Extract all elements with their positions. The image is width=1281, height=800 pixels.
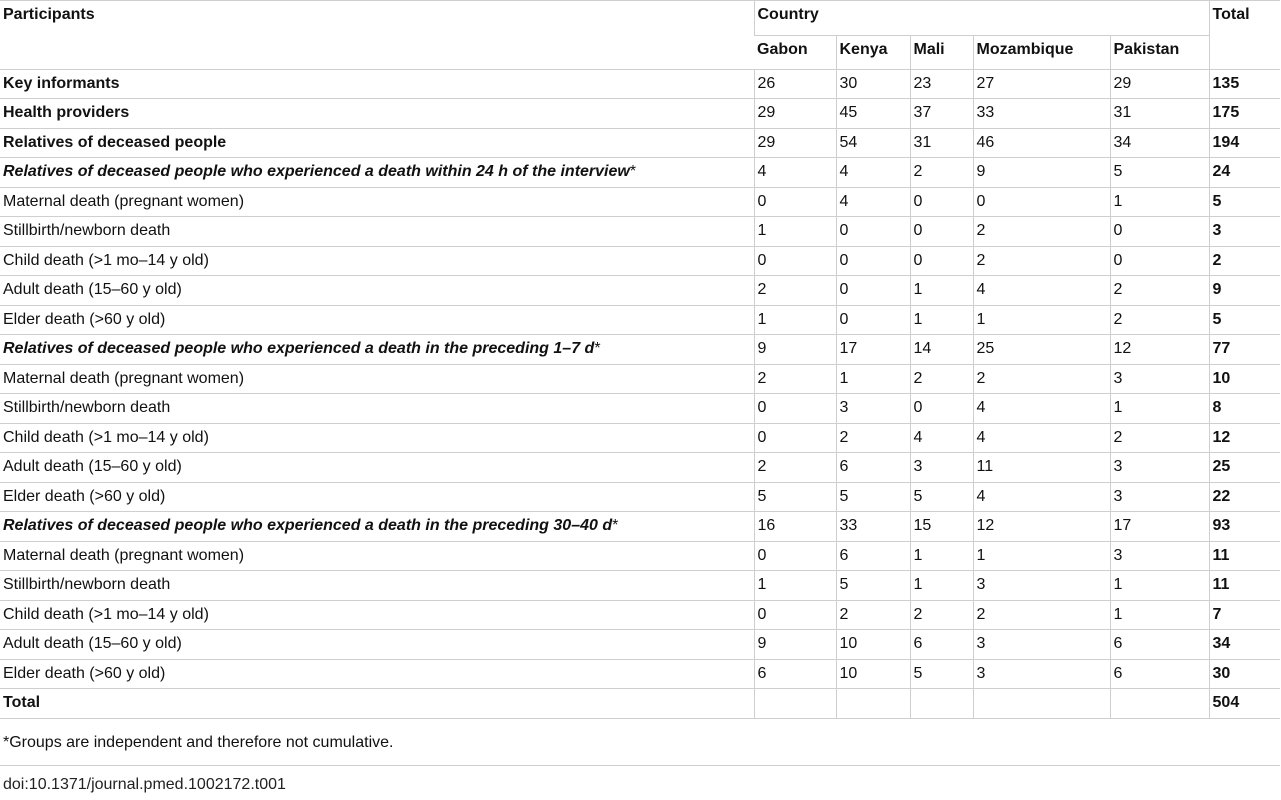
value-cell: 25 xyxy=(973,335,1110,365)
value-cell: 0 xyxy=(910,187,973,217)
value-cell: 3 xyxy=(1110,482,1209,512)
value-cell: 31 xyxy=(910,128,973,158)
row-label: Relatives of deceased people who experienced a death in the preceding 1–7 d xyxy=(3,340,595,358)
row-label-cell xyxy=(0,158,754,188)
value-cell: 0 xyxy=(754,423,836,453)
value-cell: 1 xyxy=(754,217,836,247)
row-label: Key informants xyxy=(3,74,120,92)
value-cell: 10 xyxy=(836,630,910,660)
table-row xyxy=(0,689,1280,719)
value-cell: 0 xyxy=(910,394,973,424)
value-cell: 1 xyxy=(910,541,973,571)
value-cell xyxy=(836,689,910,719)
value-cell: 0 xyxy=(754,600,836,630)
country-mali-header: Mali xyxy=(910,35,973,69)
participants-header: Participants xyxy=(0,1,754,70)
row-label: Maternal death (pregnant women) xyxy=(3,546,245,564)
value-cell: 2 xyxy=(973,600,1110,630)
value-cell: 3 xyxy=(836,394,910,424)
value-cell: 1 xyxy=(754,305,836,335)
value-cell: 5 xyxy=(836,571,910,601)
value-cell: 4 xyxy=(973,276,1110,306)
value-cell: 1 xyxy=(1110,600,1209,630)
row-total-cell: 12 xyxy=(1209,423,1280,453)
row-label: Adult death (15–60 y old) xyxy=(3,458,182,476)
row-total-cell: 77 xyxy=(1209,335,1280,365)
value-cell: 29 xyxy=(754,99,836,129)
value-cell: 16 xyxy=(754,512,836,542)
value-cell: 1 xyxy=(973,541,1110,571)
row-total-cell: 34 xyxy=(1209,630,1280,660)
row-label: Elder death (>60 y old) xyxy=(3,310,166,328)
row-label-cell xyxy=(0,69,754,99)
value-cell: 2 xyxy=(754,364,836,394)
value-cell: 11 xyxy=(973,453,1110,483)
value-cell: 5 xyxy=(754,482,836,512)
table-row xyxy=(0,158,1280,188)
value-cell: 6 xyxy=(1110,659,1209,689)
row-label: Health providers xyxy=(3,104,130,122)
value-cell: 33 xyxy=(973,99,1110,129)
value-cell: 0 xyxy=(836,276,910,306)
footnote-marker: * xyxy=(612,517,619,535)
value-cell: 6 xyxy=(910,630,973,660)
value-cell: 1 xyxy=(910,276,973,306)
value-cell: 26 xyxy=(754,69,836,99)
row-label: Stillbirth/newborn death xyxy=(3,399,171,417)
table-row xyxy=(0,276,1280,306)
divider xyxy=(0,765,1280,766)
row-label-cell xyxy=(0,335,754,365)
table-row xyxy=(0,246,1280,276)
row-label-cell xyxy=(0,423,754,453)
country-mozambique-header: Mozambique xyxy=(973,35,1110,69)
value-cell: 0 xyxy=(836,305,910,335)
value-cell: 0 xyxy=(973,187,1110,217)
table-row xyxy=(0,571,1280,601)
value-cell: 0 xyxy=(1110,246,1209,276)
row-label-cell xyxy=(0,659,754,689)
row-total-cell: 25 xyxy=(1209,453,1280,483)
value-cell xyxy=(910,689,973,719)
value-cell: 1 xyxy=(836,364,910,394)
row-label-cell xyxy=(0,689,754,719)
row-total-cell: 175 xyxy=(1209,99,1280,129)
row-total-cell: 2 xyxy=(1209,246,1280,276)
value-cell: 3 xyxy=(1110,541,1209,571)
country-header: Country xyxy=(754,1,1209,36)
table-body xyxy=(0,69,1280,718)
value-cell: 2 xyxy=(754,453,836,483)
table-row xyxy=(0,659,1280,689)
value-cell: 2 xyxy=(973,217,1110,247)
value-cell: 0 xyxy=(910,217,973,247)
footnote-marker: * xyxy=(629,163,637,181)
value-cell: 4 xyxy=(836,158,910,188)
row-label-cell xyxy=(0,600,754,630)
row-label-cell xyxy=(0,99,754,129)
row-label-cell xyxy=(0,217,754,247)
table-row xyxy=(0,335,1280,365)
value-cell: 0 xyxy=(1110,217,1209,247)
table-row xyxy=(0,394,1280,424)
row-total-cell: 194 xyxy=(1209,128,1280,158)
value-cell: 14 xyxy=(910,335,973,365)
value-cell: 12 xyxy=(973,512,1110,542)
value-cell: 46 xyxy=(973,128,1110,158)
value-cell: 29 xyxy=(754,128,836,158)
value-cell: 0 xyxy=(754,541,836,571)
value-cell: 5 xyxy=(1110,158,1209,188)
row-total-cell: 3 xyxy=(1209,217,1280,247)
row-total-cell: 5 xyxy=(1209,305,1280,335)
value-cell: 3 xyxy=(910,453,973,483)
table-row xyxy=(0,217,1280,247)
value-cell: 23 xyxy=(910,69,973,99)
value-cell: 45 xyxy=(836,99,910,129)
row-label-cell xyxy=(0,364,754,394)
value-cell: 6 xyxy=(836,453,910,483)
value-cell: 2 xyxy=(973,246,1110,276)
value-cell: 31 xyxy=(1110,99,1209,129)
value-cell: 12 xyxy=(1110,335,1209,365)
value-cell: 3 xyxy=(973,630,1110,660)
row-label: Child death (>1 mo–14 y old) xyxy=(3,605,209,623)
value-cell xyxy=(1110,689,1209,719)
value-cell: 17 xyxy=(1110,512,1209,542)
value-cell: 1 xyxy=(754,571,836,601)
value-cell: 2 xyxy=(1110,305,1209,335)
value-cell: 30 xyxy=(836,69,910,99)
table-row xyxy=(0,128,1280,158)
row-label: Elder death (>60 y old) xyxy=(3,664,166,682)
table-row xyxy=(0,600,1280,630)
value-cell: 0 xyxy=(836,217,910,247)
table-row xyxy=(0,453,1280,483)
value-cell: 3 xyxy=(973,571,1110,601)
table-row xyxy=(0,512,1280,542)
country-pakistan-header: Pakistan xyxy=(1110,35,1209,69)
value-cell: 0 xyxy=(754,187,836,217)
value-cell: 9 xyxy=(754,630,836,660)
table-row xyxy=(0,69,1280,99)
row-label-cell xyxy=(0,541,754,571)
row-total-cell: 9 xyxy=(1209,276,1280,306)
row-label: Adult death (15–60 y old) xyxy=(3,281,182,299)
value-cell: 4 xyxy=(836,187,910,217)
value-cell: 2 xyxy=(973,364,1110,394)
row-label-cell xyxy=(0,305,754,335)
footnote-marker: * xyxy=(594,340,601,358)
value-cell: 27 xyxy=(973,69,1110,99)
value-cell: 4 xyxy=(973,394,1110,424)
value-cell: 34 xyxy=(1110,128,1209,158)
value-cell: 0 xyxy=(754,246,836,276)
value-cell xyxy=(754,689,836,719)
value-cell: 4 xyxy=(973,482,1110,512)
value-cell: 1 xyxy=(973,305,1110,335)
value-cell: 1 xyxy=(1110,187,1209,217)
value-cell: 54 xyxy=(836,128,910,158)
value-cell: 1 xyxy=(910,571,973,601)
value-cell: 5 xyxy=(836,482,910,512)
row-label-cell xyxy=(0,630,754,660)
row-total-cell: 30 xyxy=(1209,659,1280,689)
row-total-cell: 93 xyxy=(1209,512,1280,542)
row-label-cell xyxy=(0,394,754,424)
value-cell: 0 xyxy=(836,246,910,276)
value-cell: 2 xyxy=(754,276,836,306)
value-cell: 6 xyxy=(836,541,910,571)
value-cell: 37 xyxy=(910,99,973,129)
value-cell: 6 xyxy=(754,659,836,689)
row-label: Child death (>1 mo–14 y old) xyxy=(3,251,209,269)
row-label-cell xyxy=(0,482,754,512)
value-cell: 2 xyxy=(910,158,973,188)
row-total-cell: 11 xyxy=(1209,541,1280,571)
country-gabon-header: Gabon xyxy=(754,35,836,69)
row-label: Elder death (>60 y old) xyxy=(3,487,166,505)
value-cell: 0 xyxy=(910,246,973,276)
value-cell: 3 xyxy=(1110,364,1209,394)
row-label: Relatives of deceased people who experienced a death in the preceding 30–40 d xyxy=(3,517,613,535)
doi-text: doi:10.1371/journal.pmed.1002172.t001 xyxy=(3,776,286,793)
table-row xyxy=(0,305,1280,335)
value-cell: 2 xyxy=(836,423,910,453)
value-cell: 17 xyxy=(836,335,910,365)
row-label: Stillbirth/newborn death xyxy=(3,576,171,594)
value-cell: 3 xyxy=(1110,453,1209,483)
row-label-cell xyxy=(0,128,754,158)
table-row xyxy=(0,541,1280,571)
row-label: Stillbirth/newborn death xyxy=(3,222,171,240)
row-total-cell: 24 xyxy=(1209,158,1280,188)
row-total-cell: 7 xyxy=(1209,600,1280,630)
row-label-cell xyxy=(0,276,754,306)
country-kenya-header: Kenya xyxy=(836,35,910,69)
row-total-cell: 8 xyxy=(1209,394,1280,424)
total-header: Total xyxy=(1209,1,1280,70)
value-cell: 15 xyxy=(910,512,973,542)
row-total-cell: 504 xyxy=(1209,689,1280,719)
row-label-cell xyxy=(0,246,754,276)
value-cell: 1 xyxy=(1110,571,1209,601)
table-row xyxy=(0,364,1280,394)
value-cell: 2 xyxy=(1110,276,1209,306)
row-label-cell xyxy=(0,187,754,217)
row-label: Total xyxy=(3,694,41,712)
value-cell: 2 xyxy=(910,600,973,630)
row-label-cell xyxy=(0,512,754,542)
table-row xyxy=(0,482,1280,512)
table-footnote: *Groups are independent and therefore not cumulative. xyxy=(3,734,394,751)
value-cell: 9 xyxy=(754,335,836,365)
row-label: Maternal death (pregnant women) xyxy=(3,369,245,387)
value-cell: 4 xyxy=(754,158,836,188)
table-row xyxy=(0,423,1280,453)
value-cell: 1 xyxy=(910,305,973,335)
row-label: Adult death (15–60 y old) xyxy=(3,635,182,653)
value-cell: 1 xyxy=(1110,394,1209,424)
row-total-cell: 5 xyxy=(1209,187,1280,217)
value-cell: 2 xyxy=(910,364,973,394)
value-cell: 5 xyxy=(910,659,973,689)
table-row xyxy=(0,187,1280,217)
value-cell: 3 xyxy=(973,659,1110,689)
value-cell: 2 xyxy=(836,600,910,630)
row-total-cell: 11 xyxy=(1209,571,1280,601)
value-cell: 10 xyxy=(836,659,910,689)
value-cell: 6 xyxy=(1110,630,1209,660)
value-cell: 4 xyxy=(973,423,1110,453)
row-label-cell xyxy=(0,453,754,483)
row-label: Relatives of deceased people xyxy=(3,133,227,151)
value-cell: 0 xyxy=(754,394,836,424)
table-row xyxy=(0,630,1280,660)
row-total-cell: 10 xyxy=(1209,364,1280,394)
row-label-cell xyxy=(0,571,754,601)
value-cell: 5 xyxy=(910,482,973,512)
value-cell: 4 xyxy=(910,423,973,453)
row-label: Child death (>1 mo–14 y old) xyxy=(3,428,209,446)
value-cell xyxy=(973,689,1110,719)
value-cell: 2 xyxy=(1110,423,1209,453)
row-total-cell: 22 xyxy=(1209,482,1280,512)
row-total-cell: 135 xyxy=(1209,69,1280,99)
row-label: Maternal death (pregnant women) xyxy=(3,192,245,210)
row-label: Relatives of deceased people who experienced a death within 24 h of the interview xyxy=(3,163,630,181)
value-cell: 29 xyxy=(1110,69,1209,99)
value-cell: 9 xyxy=(973,158,1110,188)
value-cell: 33 xyxy=(836,512,910,542)
table-row xyxy=(0,99,1280,129)
